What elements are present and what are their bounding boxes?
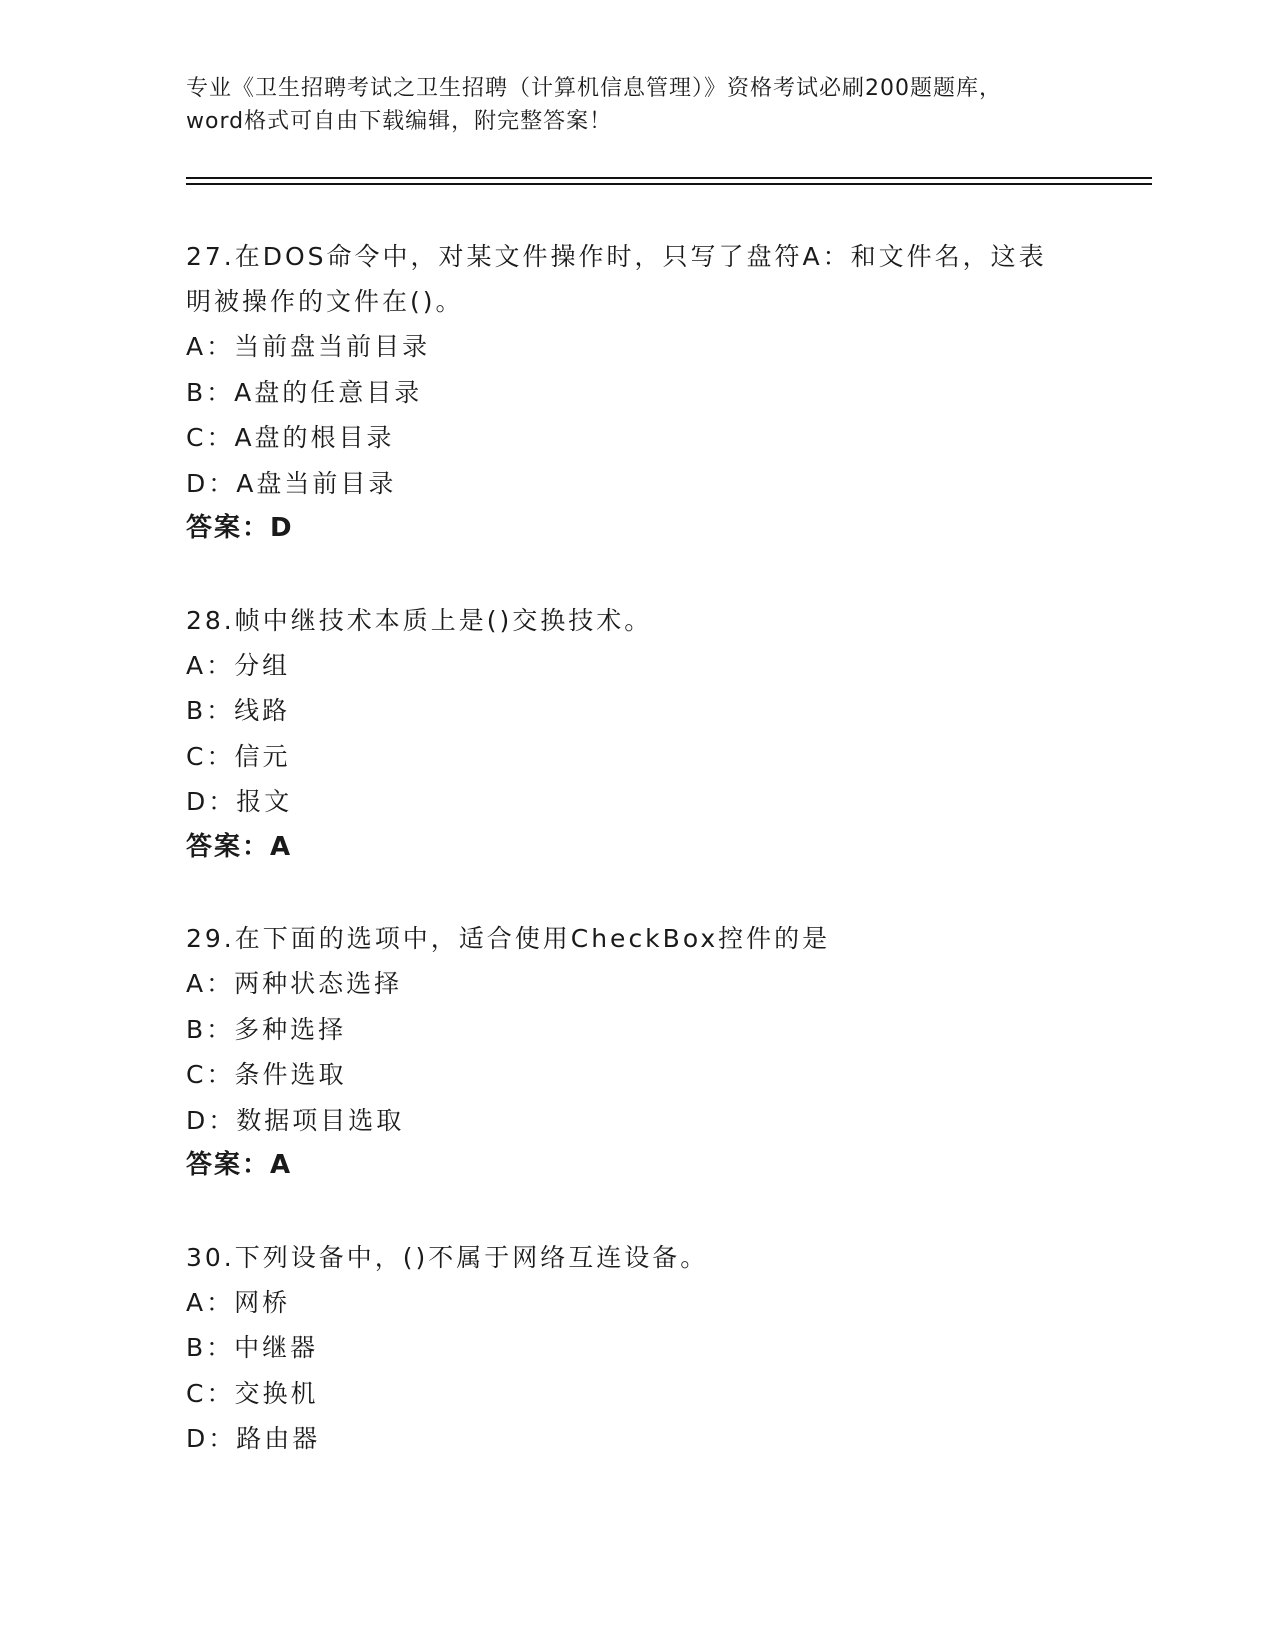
question-list [186, 234, 1106, 1508]
option-a: A：分组 [186, 650, 291, 680]
header-divider-bottom [186, 183, 1152, 185]
header-line-2: word格式可自由下载编辑，附完整答案！ [186, 109, 613, 134]
question-28 [186, 598, 1106, 871]
question-stem: 30.下列设备中，()不属于网络互连设备。 [186, 1242, 709, 1272]
option-d: D：A盘当前目录 [186, 468, 397, 498]
option-b: B：A盘的任意目录 [186, 377, 423, 407]
option-d: D：数据项目选取 [186, 1105, 405, 1135]
question-stem: 29.在下面的选项中，适合使用CheckBox控件的是 [186, 924, 831, 953]
header-divider-top [186, 177, 1152, 179]
option-c: C：A盘的根目录 [186, 423, 395, 452]
option-d: D：路由器 [186, 1424, 321, 1453]
question-29 [186, 916, 1106, 1189]
option-c: C：条件选取 [186, 1060, 347, 1089]
option-a: A：当前盘当前目录 [186, 332, 431, 361]
option-b: B：线路 [186, 696, 291, 725]
answer-line: 答案：A [186, 1150, 293, 1180]
header-line-1: 专业《卫生招聘考试之卫生招聘（计算机信息管理）》资格考试必刷200题题库， [186, 76, 1002, 101]
document-header [186, 72, 1086, 138]
option-a: A：网桥 [186, 1287, 291, 1317]
answer-line: 答案：D [186, 513, 294, 543]
question-stem: 28.帧中继技术本质上是()交换技术。 [186, 605, 653, 635]
option-c: C：交换机 [186, 1378, 319, 1408]
question-30 [186, 1235, 1106, 1462]
answer-line: 答案：A [186, 831, 293, 862]
option-b: B：中继器 [186, 1333, 319, 1362]
option-b: B：多种选择 [186, 1014, 347, 1044]
option-c: C：信元 [186, 741, 291, 771]
question-27 [186, 234, 1106, 552]
option-a: A：两种状态选择 [186, 969, 403, 998]
option-d: D：报文 [186, 787, 293, 816]
question-stem: 27.在DOS命令中，对某文件操作时，只写了盘符A：和文件名，这表 明被操作的文件在()。 [186, 242, 1047, 316]
